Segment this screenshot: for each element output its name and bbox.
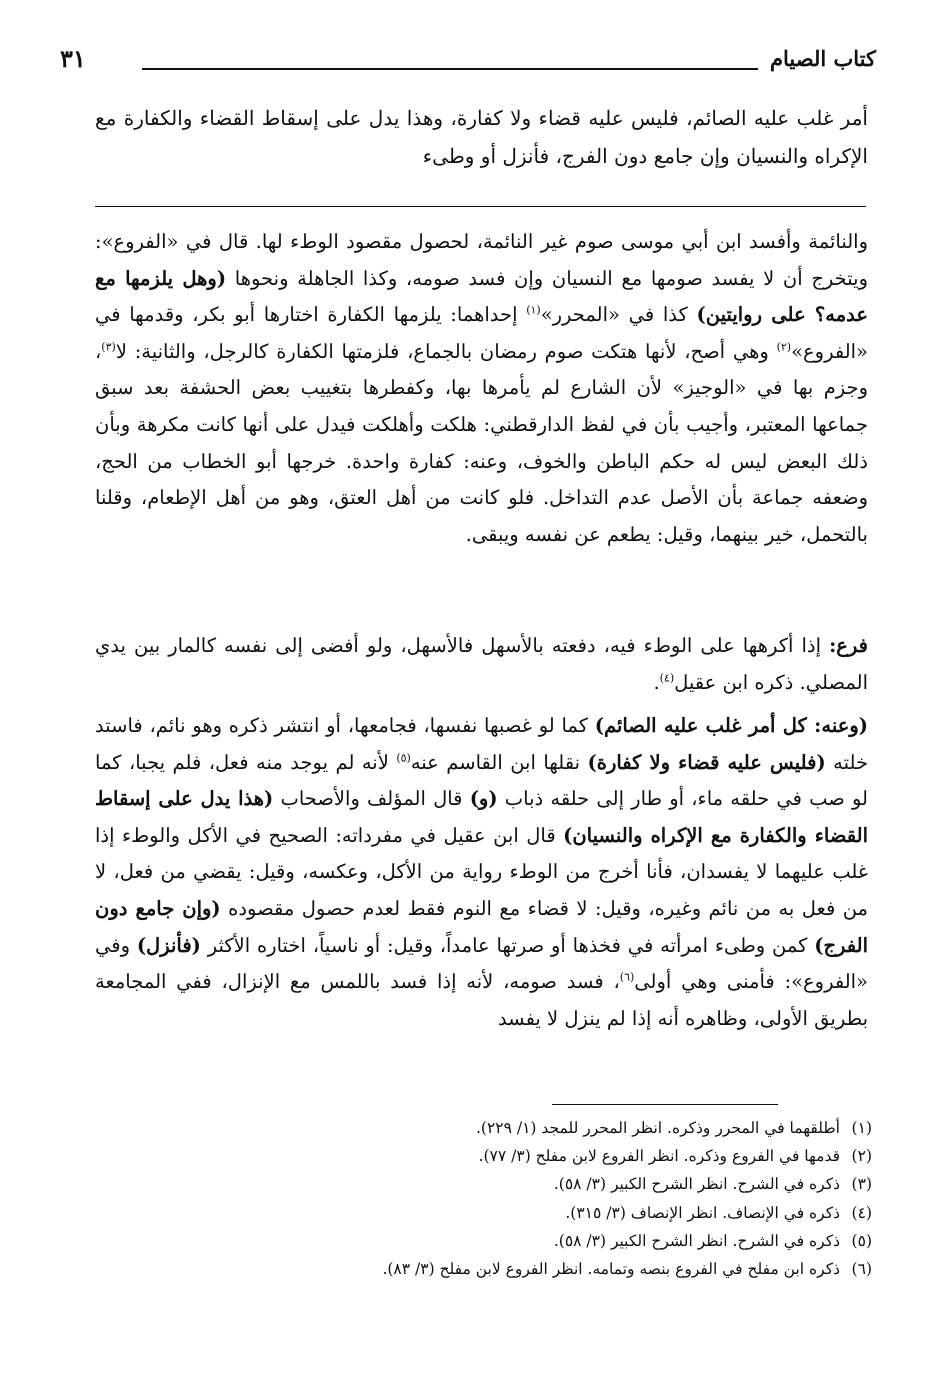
footnote-ref[interactable]: (٤) [659,671,675,685]
footnote-text: أطلقهما في المحرر وذكره. انظر المحرر للمجد (١/ ٢٢٩). [475,1119,840,1137]
chapter-title: كتاب الصيام [770,46,876,71]
sharh-paragraph-1 [95,224,868,553]
footnote-number: (٤) [851,1203,872,1222]
text-run: ، فسد صومه، لأنه إذا فسد باللمس مع الإنزال، ففي المجامعة بطريق الأولى، وظاهره أنه إذا لم ينزل لا يفسد [95,970,868,1030]
footnote-number: (١) [851,1119,872,1137]
bold-quote: (فأنزل) [136,933,201,957]
text-run: كذا في «المحرر» [540,303,688,327]
footnote-number: (٦) [851,1260,872,1279]
text-run: وهي أصح، لأنها هتكت صوم رمضان بالجماع، فلزمتها الكفارة كالرجل، والثانية: لا [115,339,769,363]
footnote-separator [552,1104,778,1105]
bold-quote: (وعنه: كل أمر غلب عليه الصائم) [594,714,868,737]
footnotes [112,1114,872,1283]
text-run: ، وجزم بها في «الوجيز» لأن الشارع لم يأمرها بها، وكفطرها بتغييب بعض الحشفة بعد سبق جماعها المعتبر، وأجيب بأن في لفظ الدارقطني: هلكت وأهلكت فيدل على أنها كانت مكرهة وبأن ذلك البعض ليس له حكم الباطن والخوف، وعنه: كفارة واحدة. خرجها أبو الخطاب من الحج، وضعفه جماعة بأن الأصل عدم التداخل. فلو كانت من أهل العتق، وهو من أهل الإطعام، وقلنا بالتحمل، خير بينهما، وقيل: يطعم عن نفسه ويبقى. [95,339,868,546]
footnote-ref[interactable]: (١) [526,303,541,317]
footnote-text: قدمها في الفروع وذكره. انظر الفروع لابن مفلح (٣/ ٧٧). [478,1147,840,1166]
footnote-item [112,1142,872,1170]
text-run: لأنه لم يوجد منه فعل، فلم يجبا، كما لو صب في حلقه ماء، أو طار إلى حلقه ذباب [95,750,868,811]
bold-quote: (و) [469,787,498,811]
text-run: نقلها ابن القاسم عنه [410,750,581,774]
footnote-number: (٢) [851,1147,872,1166]
bold-quote: (فليس عليه قضاء ولا كفارة) [587,750,826,774]
bold-quote: (وهل يلزمها مع عدمه؟ على روايتين) [95,266,869,327]
footnote-text: ذكره في الشرح. انظر الشرح الكبير (٣/ ٥٨). [553,1175,840,1194]
footnote-ref[interactable]: (٣) [101,340,116,354]
matn-text [95,100,868,175]
text-run: وفي «الفروع»: فأمنى وهي أولى [95,933,868,994]
text-run: كما لو غصبها نفسها، فجامعها، أو انتشر ذكره وهو نائم، فاستد خلته [95,714,869,774]
text-run: والنائمة وأفسد ابن أبي موسى صوم غير النائمة، لحصول مقصود الوطء لها. قال في «الفروع»: ويتخرج أن لا يفسد صومها مع النسيان وإن فسد صومه، وكذا الجاهلة ونحوها [95,230,868,290]
bold-quote: (هذا يدل على إسقاط القضاء والكفارة مع الإكراه والنسيان) [95,787,868,847]
footnote-item [112,1255,872,1283]
far-paragraph [95,628,868,701]
footnote-ref[interactable]: (٦) [619,970,635,984]
footnote-number: (٣) [851,1175,872,1194]
text-run: . [653,670,660,694]
footnote-number: (٥) [851,1231,872,1250]
text-run: قال ابن عقيل في مفرداته: الصحيح في الأكل والوطء إذا غلب عليهما لا يفسدان، فأنا أخرج من الوطء رواية من الأكل، وعكسه، وقيل: يقضي من فعل، لا من فعل به من نائم وغيره، وقيل: لا قضاء مع النوم فقط لعدم حصول مقصوده [95,823,869,920]
far-text [95,628,868,701]
far-label: فرع: [829,634,868,657]
sharh-paragraph-2 [95,708,868,1037]
footnote-text: ذكره في الإنصاف. انظر الإنصاف (٣/ ٣١٥). [565,1203,840,1222]
footnote-text: ذكره ابن مفلح في الفروع بنصه وتمامه. انظر الفروع لابن مفلح (٣/ ٨٣). [382,1260,840,1279]
text-run: إذا أكرهها على الوطء فيه، دفعته بالأسهل فالأسهل، ولو أفضى إلى نفسه كالمار بين يدي المصلي. ذكره ابن عقيل [95,634,868,694]
footnote-item [112,1227,872,1255]
page-header [60,46,876,80]
matn-paragraph: أمر غلب عليه الصائم، فليس عليه قضاء ولا كفارة، وهذا يدل على إسقاط القضاء والكفارة مع الإكراه والنسيان وإن جامع دون الفرج، فأنزل أو وطىء [95,106,868,168]
bold-quote: (وإن جامع دون الفرج) [95,896,869,957]
text-run: إحداهما: يلزمها الكفارة اختارها أبو بكر، وقدمها في «الفروع» [95,303,868,363]
sharh-paragraph [95,708,868,1037]
footnote-item [112,1170,872,1198]
header-rule [142,68,758,70]
sharh-paragraph [95,224,868,553]
footnote-ref[interactable]: (٢) [776,340,792,354]
footnote-item [112,1199,872,1227]
footnote-text: ذكره في الشرح. انظر الشرح الكبير (٣/ ٥٨). [553,1231,840,1250]
footnote-item [112,1114,872,1142]
text-run: قال المؤلف والأصحاب [280,787,463,811]
matn-separator [95,206,866,207]
text-run: كمن وطىء امرأته في فخذها أو صرتها عامداً، وقيل: أو ناسياً، اختاره الأكثر [207,933,808,957]
page-number: ٣١ [60,44,86,73]
footnote-ref[interactable]: (٥) [396,751,411,765]
